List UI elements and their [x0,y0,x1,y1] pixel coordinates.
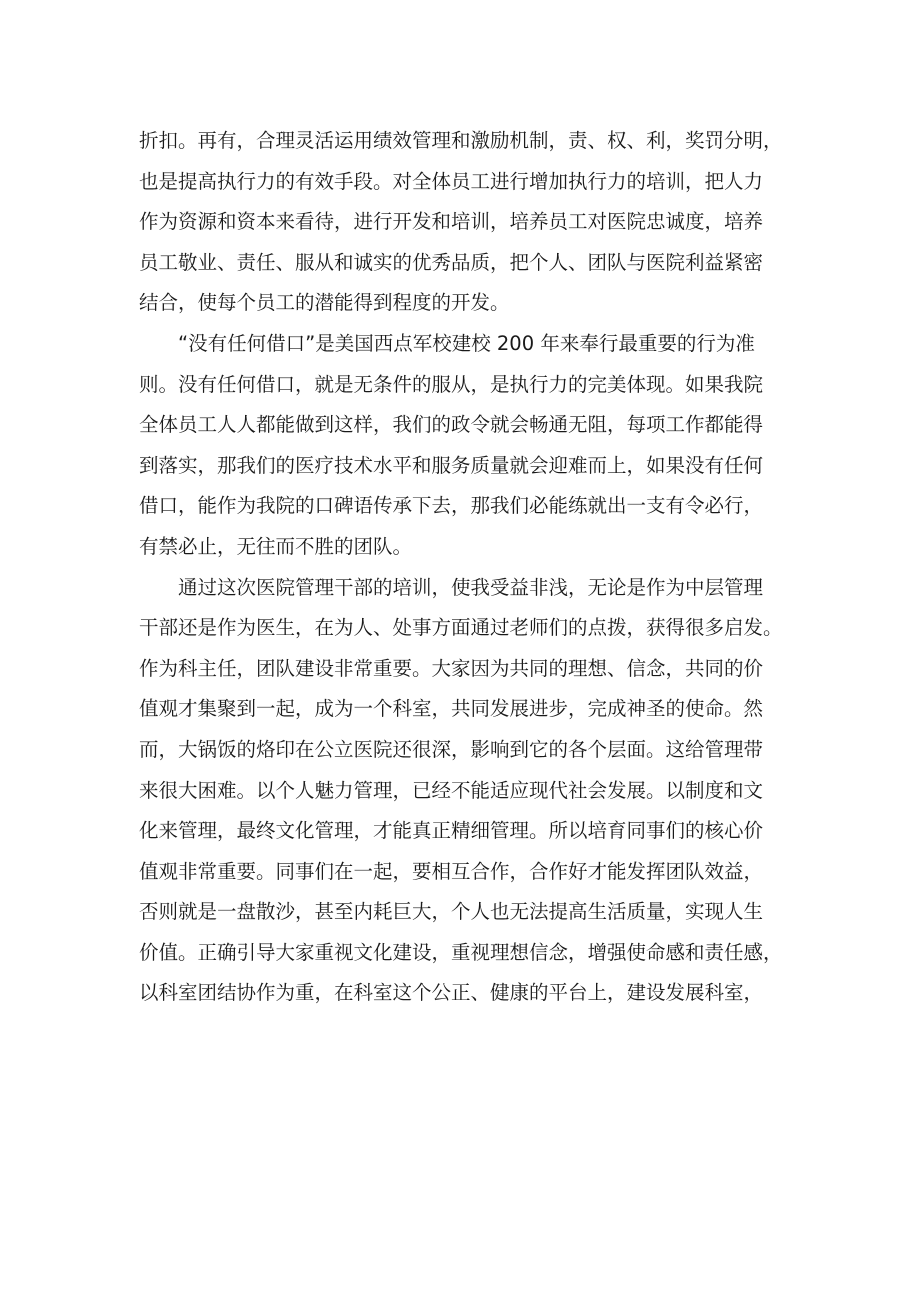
text-line: 来很大困难。以个人魅力管理，已经不能适应现代社会发展。以制度和文 [139,778,764,802]
text-line: 则。没有任何借口，就是无条件的服从，是执行力的完美体现。如果我院 [139,372,764,396]
body-text [139,121,799,1014]
text-line: 员工敬业、责任、服从和诚实的优秀品质，把个人、团队与医院利益紧密 [139,250,764,274]
text-line: 全体员工人人都能做到这样，我们的政令就会畅通无阻，每项工作都能得 [139,413,764,437]
text-line: 值观才集聚到一起，成为一个科室，共同发展进步，完成神圣的使命。然 [139,697,764,721]
text-line: 以科室团结协作为重，在科室这个公正、健康的平台上，建设发展科室， [139,981,764,1005]
text-line: 结合，使每个员工的潜能得到程度的开发。 [139,291,510,315]
text-line: 干部还是作为医生，在为人、处事方面通过老师们的点拨，获得很多启发。 [139,616,783,640]
text-line: 化来管理，最终文化管理，才能真正精细管理。所以培育同事们的核心价 [139,819,764,843]
text-line: 折扣。再有，合理灵活运用绩效管理和激励机制，责、权、利，奖罚分明， [139,129,783,152]
text-line: 通过这次医院管理干部的培训，使我受益非浅，无论是作为中层管理 [178,575,764,599]
text-line: 也是提高执行力的有效手段。对全体员工进行增加执行力的培训，把人力 [139,169,764,193]
text-line: 到落实，那我们的医疗技术水平和服务质量就会迎难而上，如果没有任何 [139,453,764,477]
text-line: 作为科主任，团队建设非常重要。大家因为共同的理想、信念，共同的价 [139,656,764,680]
text-line: 作为资源和资本来看待，进行开发和培训，培养员工对医院忠诚度，培养 [139,210,764,234]
text-line: “没有任何借口”是美国西点军校建校 200 年来奉行最重要的行为准 [178,331,755,355]
text-line: 值观非常重要。同事们在一起，要相互合作，合作好才能发挥团队效益， [139,859,764,883]
text-line: 借口，能作为我院的口碑语传承下去，那我们必能练就出一支有令必行， [139,494,764,518]
paragraph-1 [139,121,799,324]
text-line: 价值。正确引导大家重视文化建设，重视理想信念，增强使命感和责任感， [139,940,783,964]
text-line: 有禁必止，无往而不胜的团队。 [139,534,413,558]
paragraph-3 [139,568,799,1015]
text-line: 否则就是一盘散沙，甚至内耗巨大，个人也无法提高生活质量，实现人生 [139,900,764,924]
text-line: 而，大锅饭的烙印在公立医院还很深，影响到它的各个层面。这给管理带 [139,737,764,761]
paragraph-2 [139,324,799,568]
